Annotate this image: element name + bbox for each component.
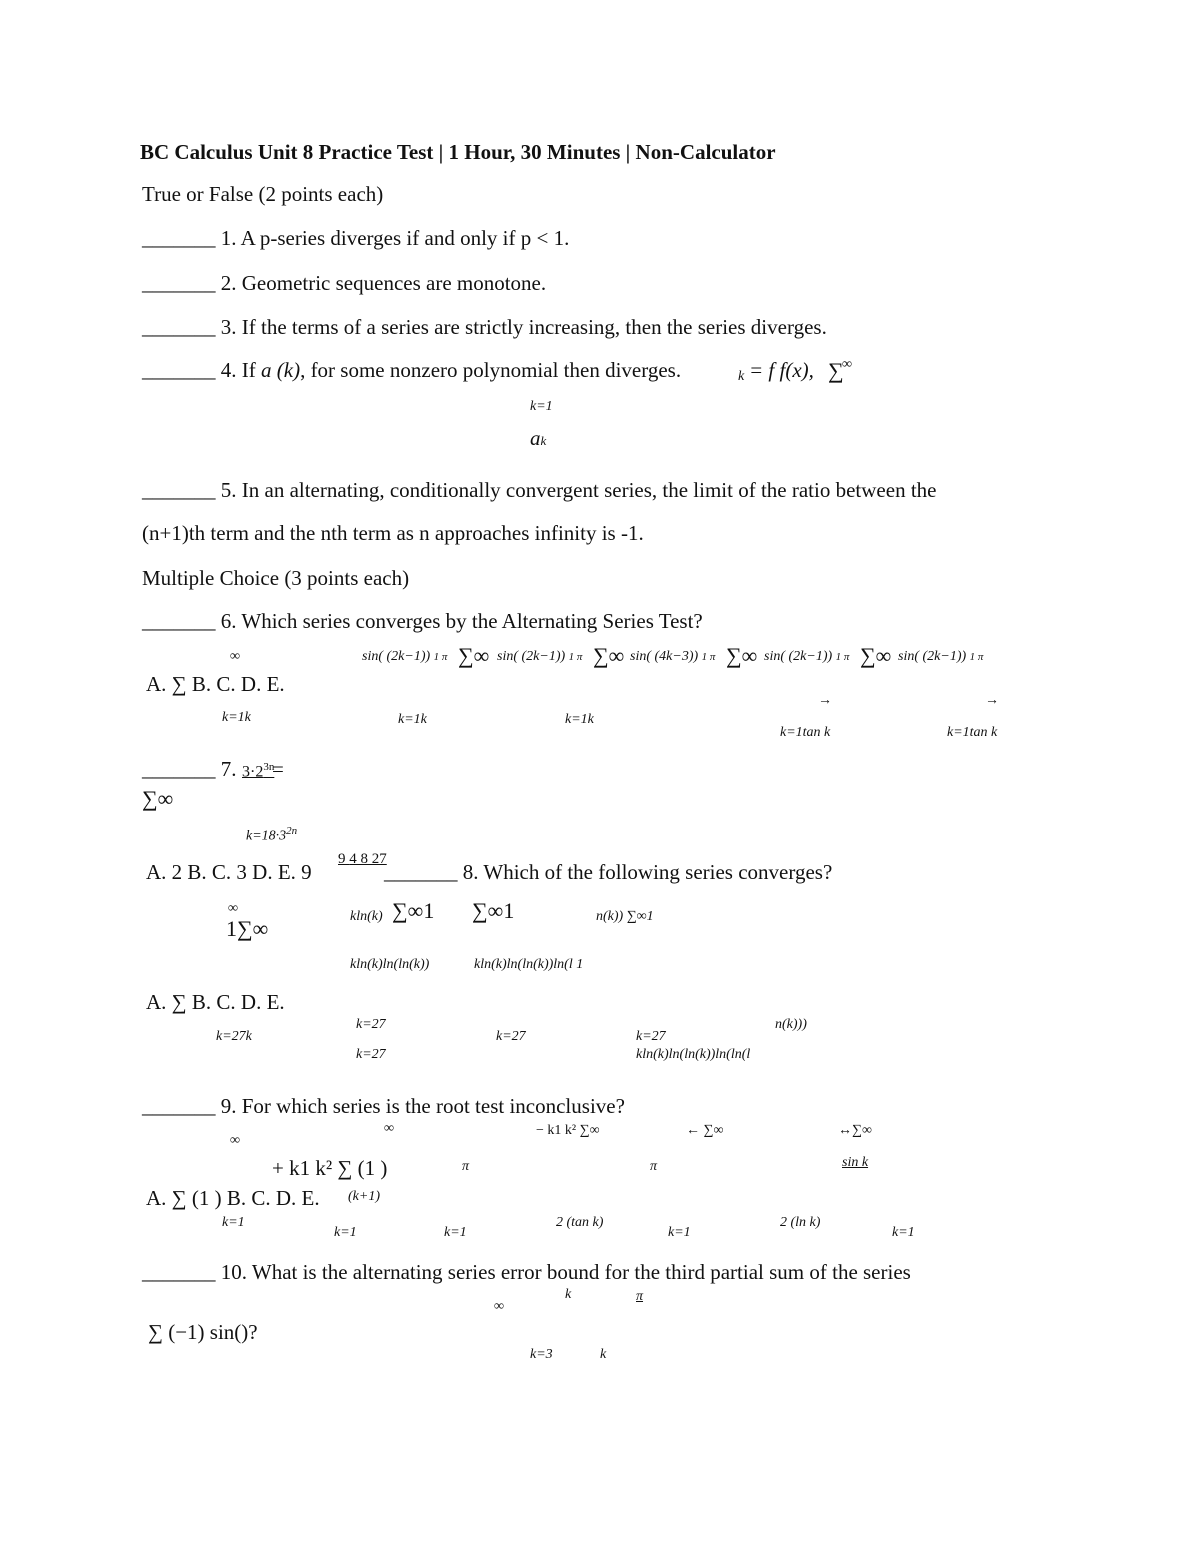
question-4-a: a [261,358,272,382]
question-4-equation: = f f(x), [749,358,814,382]
q7-mixed-whole: 9 [338,851,346,867]
q9-a-infinity: ∞ [230,1133,240,1148]
q8-answer-letters: A. ∑ B. C. D. E. [146,990,285,1014]
q6-d-expr: sin( (4k−3)) [630,649,702,664]
question-4-sum-symbol: ∑ [828,358,844,383]
q9-b-pi: π [462,1159,470,1174]
q8-a-k: k [245,1029,252,1044]
q6-d-tan: tan k [802,725,831,740]
question-4-k: (k) [271,358,301,382]
q10-expression: ∑ (−1) sin()? [148,1320,258,1344]
q6-b-k1: k=1 [398,712,421,727]
answer-blank: _______ [142,315,216,339]
q9-d-denominator: 2 (ln k) [780,1215,821,1230]
q7-numerator [242,762,274,780]
section-multiple-choice: Multiple Choice (3 points each) [142,566,410,590]
q7-k1: k=1 [246,828,269,844]
q10-infinity: ∞ [494,1299,504,1314]
q10-k-denominator: k [600,1347,607,1362]
q7-den-base: 8·3 [268,828,287,844]
q6-c-k1: k=1 [565,712,588,727]
section-true-false: True or False (2 points each) [142,182,384,206]
q8-a-lower [216,1030,252,1044]
q8-a-infinity: ∞ [228,901,238,916]
question-4-ak [530,428,546,449]
question-4-ak-sub: k [540,433,547,448]
q8-a-k27: k=27 [216,1029,246,1044]
answer-blank: _______ [142,1260,216,1284]
q6-d-lower [780,726,830,740]
q7-mixed-fraction [338,852,387,867]
q6-b-lower [398,713,427,727]
q6-e-sum: ∑∞ [860,643,892,668]
q6-b-expr: sin( (2k−1)) [362,649,434,664]
q6-e-tan: tan k [969,725,998,740]
q8-d-lower: k=27 [636,1029,666,1044]
page-title: BC Calculus Unit 8 Practice Test | 1 Hour, 30 Minutes | Non-Calculator [140,140,776,164]
answer-blank: _______ [384,860,458,884]
q6-e-lower [947,726,997,740]
question-10 [142,1262,911,1283]
q8-e-top: n(k)) ∑∞1 [596,909,654,924]
question-9-text: 9. For which series is the root test inconclusive? [220,1094,625,1118]
q6-d-arrow: → [818,693,832,708]
q6-c-k: k [587,712,594,727]
question-4-infinity: ∞ [842,357,852,372]
answer-blank: _______ [142,609,216,633]
question-5-line-1 [142,480,936,501]
q9-e-sin: sin k [842,1155,869,1170]
question-4-k-sub: k [738,369,745,384]
q6-c-lower [565,713,594,727]
q7-sum: ∑∞ [142,786,174,811]
q10-k-top: k [565,1287,572,1302]
q7-denominator [246,826,297,844]
question-10-text: 10. What is the alternating series error bound for the third partial sum of the series [220,1260,911,1284]
question-8 [384,862,832,883]
q9-b-lower: k=1 [334,1225,357,1240]
q6-b-sum: ∑∞ [458,643,490,668]
question-1-text: 1. A p-series diverges if and only if p < 1. [220,226,570,250]
question-3 [142,317,827,338]
q9-e-top: ↔∑∞ [838,1123,872,1138]
q6-option-e2-numerator [898,650,983,664]
answer-blank: _______ [142,358,216,382]
q6-e2-mark: 1 π [969,651,984,663]
q6-e1-mark: 1 π [835,651,850,663]
question-7-text: 7. [220,757,237,781]
q6-d-k1: k=1 [780,725,803,740]
question-7 [142,759,237,780]
q7-equals: = [272,757,284,781]
q9-a-lower: k=1 [222,1215,245,1230]
question-4-lower-bound: k=1 [530,399,553,414]
q10-pi: π [636,1289,644,1304]
question-4-ak-a: a [530,426,541,450]
question-1 [142,228,569,249]
question-6-text: 6. Which series converges by the Alternating Series Test? [220,609,703,633]
q6-a-k1: k=1 [222,710,245,725]
answer-blank: _______ [142,478,216,502]
q6-b-mark: 1 π [433,651,448,663]
question-4 [142,360,681,381]
q9-d-top: ← ∑∞ [686,1123,724,1138]
q10-lower: k=3 [530,1347,553,1362]
q8-a-sum: 1∑∞ [226,916,269,941]
q9-d-lower: k=1 [668,1225,691,1240]
q6-d-mark: 1 π [701,651,716,663]
q8-c-lower: k=27 [496,1029,526,1044]
q6-e-k1: k=1 [947,725,970,740]
q6-answer-letters: A. ∑ B. C. D. E. [146,672,285,696]
q6-option-d-numerator [630,650,715,664]
q8-c-denominator: kln(k)ln(ln(k))ln(l 1 [474,957,584,972]
q8-e-denominator: kln(k)ln(ln(k))ln(ln(l [636,1047,751,1062]
question-3-text: 3. If the terms of a series are strictly increasing, then the series diverges. [220,315,827,339]
question-8-text: 8. Which of the following series converges? [462,860,833,884]
q6-c-mark: 1 π [568,651,583,663]
q9-b-infinity: ∞ [384,1121,394,1136]
q6-option-b-numerator [362,650,447,664]
q6-e2-expr: sin( (2k−1)) [898,649,970,664]
q8-b-denominator: kln(k)ln(ln(k)) [350,957,430,972]
answer-blank: _______ [142,271,216,295]
question-2 [142,273,546,294]
q6-e-arrow: → [985,693,999,708]
q8-d-sum-top: ∑∞1 [472,898,515,923]
q6-e1-expr: sin( (2k−1)) [764,649,836,664]
q7-den-exp: 2n [286,825,298,837]
question-4-prefix: 4. If [220,358,261,382]
q9-e-lower: k=1 [892,1225,915,1240]
question-5-text-1: 5. In an alternating, conditionally convergent series, the limit of the ratio between the [220,478,937,502]
q8-b-lower-1: k=27 [356,1017,386,1032]
answer-blank: _______ [142,757,216,781]
q7-answer-letters: A. 2 B. C. 3 D. E. 9 [146,860,312,884]
q9-a-expression: + k1 k² ∑ (1 ) [272,1156,388,1180]
q9-c-lower: k=1 [444,1225,467,1240]
question-6 [142,611,703,632]
answer-blank: _______ [142,1094,216,1118]
q6-c-expr: sin( (2k−1)) [497,649,569,664]
question-4-rest: , for some nonzero polynomial then diverges. [300,358,682,382]
q7-num-exp: 3n [263,761,275,773]
q9-c-pi: π [650,1159,658,1174]
q6-c-sum: ∑∞ [593,643,625,668]
q9-a-power: (k+1) [348,1189,380,1204]
question-9 [142,1096,625,1117]
q8-b-lower-2: k=27 [356,1047,386,1062]
q8-e-nk: n(k))) [775,1017,807,1032]
q8-c-sum-top: ∑∞1 [392,898,435,923]
q6-option-e1-numerator [764,650,849,664]
q9-c-denominator: 2 (tan k) [556,1215,604,1230]
q9-c-top: − k1 k² ∑∞ [536,1123,600,1138]
q8-b-top: kln(k) [350,909,383,924]
question-5-line-2: (n+1)th term and the nth term as n approaches infinity is -1. [142,521,644,545]
q6-a-k: k [244,710,251,725]
q6-d-sum: ∑∞ [726,643,758,668]
q9-answer-letters: A. ∑ (1 ) B. C. D. E. [146,1186,320,1210]
q6-b-k: k [420,712,427,727]
q7-mixed-frac: 4 8 27 [349,851,387,867]
question-2-text: 2. Geometric sequences are monotone. [220,271,547,295]
q6-option-c-numerator [497,650,582,664]
q7-num-base: 3·2 [242,763,264,781]
q6-a-lower [222,711,251,725]
answer-blank: _______ [142,226,216,250]
q6-a-infinity: ∞ [230,649,240,664]
